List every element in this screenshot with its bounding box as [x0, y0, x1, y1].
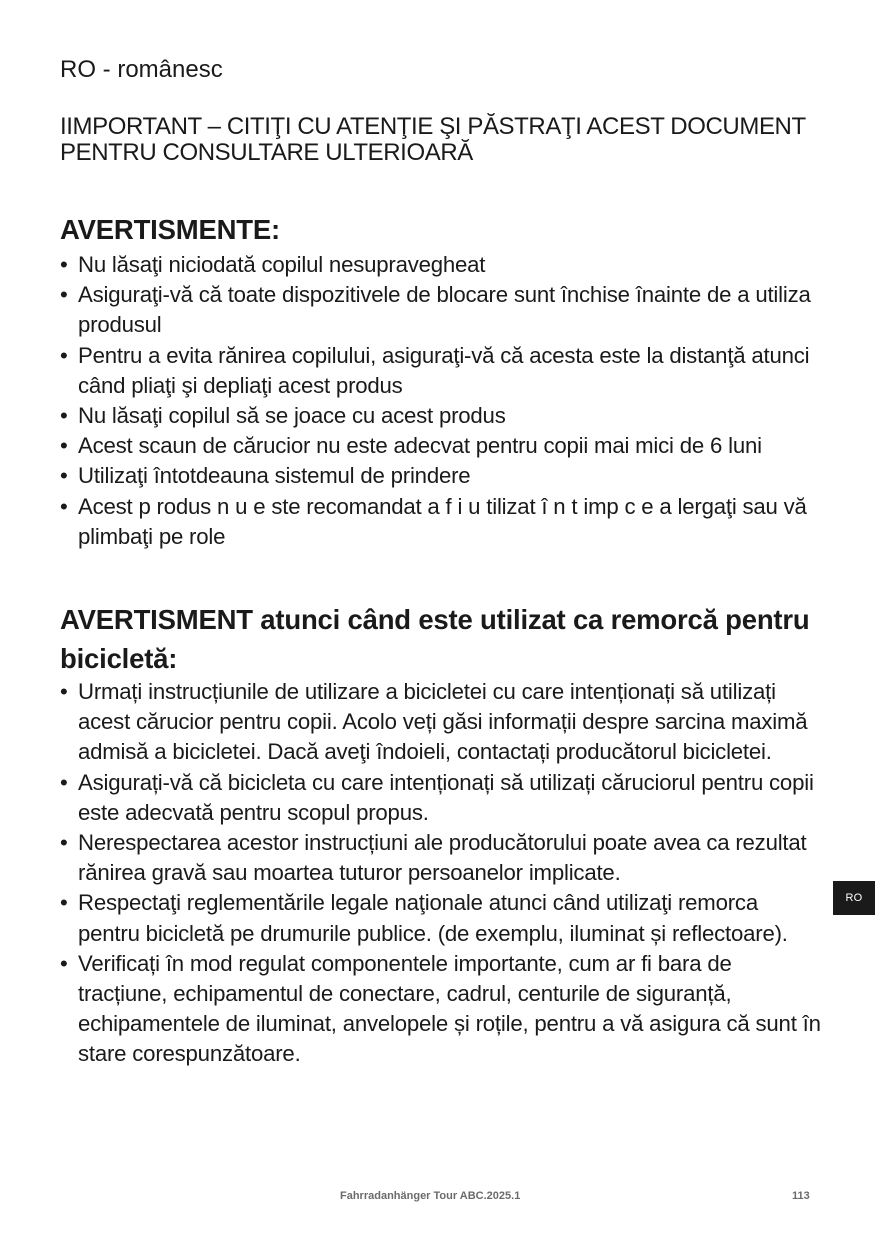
list-item: • Acest p rodus n u e ste recomandat a f i u tilizat î n t imp c e a lergaţi sau vă plimbaţi pe role: [60, 492, 825, 552]
list-item: • Verificați în mod regulat componentele importante, cum ar fi bara de tracțiune, echipamentul de conectare, cadrul, centurile de siguranță, echipamentele de iluminat, anvelopele și roțile, pentru a vă asigura că sunt în stare corespunzătoare.: [60, 949, 825, 1070]
list-item: • Nu lăsaţi copilul să se joace cu acest produs: [60, 401, 825, 431]
trailer-warnings-list: [60, 677, 825, 1070]
list-item: • Respectaţi reglementările legale naţionale atunci când utilizaţi remorca pentru bicicletă pe drumurile publice. (de exemplu, iluminat și reflectoare).: [60, 888, 825, 948]
warnings-list: [60, 250, 825, 552]
page-number: 113: [792, 1190, 810, 1202]
list-item: • Nerespectarea acestor instrucțiuni ale producătorului poate avea ca rezultat rănirea gravă sau moartea tuturor persoanelor implicate.: [60, 828, 825, 888]
language-label: RO - românesc: [60, 56, 223, 83]
footer-document-name: Fahrradanhänger Tour ABC.2025.1: [340, 1190, 521, 1202]
language-side-tab: RO: [833, 881, 875, 915]
list-item: • Asigurați-vă că bicicleta cu care intenționați să utilizați căruciorul pentru copii este adecvată pentru scopul propus.: [60, 768, 825, 828]
warnings-heading: AVERTISMENTE:: [60, 214, 280, 245]
list-item: • Nu lăsaţi niciodată copilul nesupravegheat: [60, 250, 825, 280]
list-item: • Asiguraţi-vă că toate dispozitivele de blocare sunt închise înainte de a utiliza produsul: [60, 280, 825, 340]
trailer-warnings-heading: AVERTISMENT atunci când este utilizat ca remorcă pentru bicicletă:: [60, 604, 810, 674]
list-item: • Pentru a evita rănirea copilului, asiguraţi-vă că acesta este la distanţă atunci când pliaţi şi depliaţi acest produs: [60, 341, 825, 401]
list-item: • Acest scaun de cărucior nu este adecvat pentru copii mai mici de 6 luni: [60, 431, 825, 461]
list-item: • Utilizaţi întotdeauna sistemul de prindere: [60, 461, 825, 491]
list-item: • Urmați instrucțiunile de utilizare a bicicletei cu care intenționați să utilizați acest cărucior pentru copii. Acolo veți găsi informații despre sarcina maximă admisă a bicicletei. Dacă aveţi îndoieli, contactați producătorul bicicletei.: [60, 677, 825, 768]
important-notice: IIMPORTANT – CITIŢI CU ATENŢIE ŞI PĂSTRAŢI ACEST DOCUMENT PENTRU CONSULTARE ULTERIOARĂ: [60, 113, 806, 166]
